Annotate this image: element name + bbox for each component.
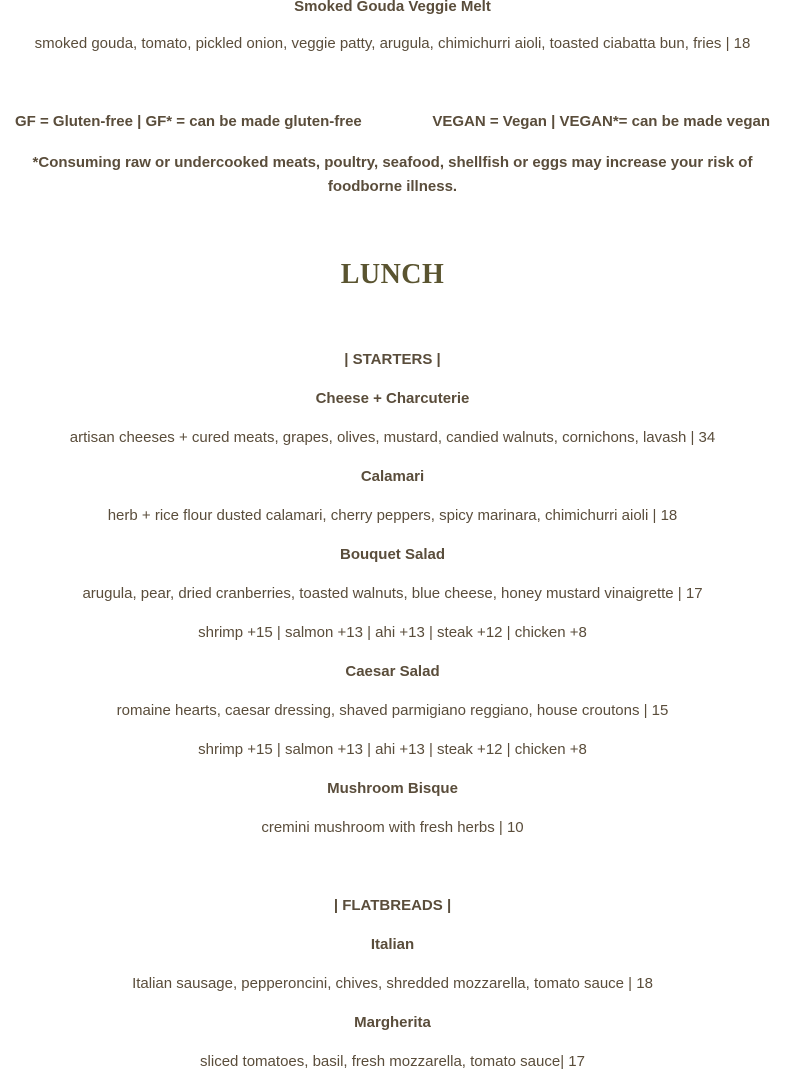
menu-item-name: Calamari xyxy=(360,468,425,485)
menu-item-addons: shrimp +15 | salmon +13 | ahi +13 | steak +12 | chicken +8 xyxy=(198,624,587,641)
menu-item-description: cremini mushroom with fresh herbs | 10 xyxy=(261,819,524,836)
menu-item-name: Mushroom Bisque xyxy=(327,780,458,797)
menu-item-description: romaine hearts, caesar dressing, shaved parmigiano reggiano, house croutons | 15 xyxy=(116,702,669,719)
food-safety-warning: *Consuming raw or undercooked meats, poultry, seafood, shellfish or eggs may increase your risk of foodborne illness. xyxy=(32,154,753,195)
menu-item-name: Margherita xyxy=(354,1014,431,1031)
gluten-free-legend: GF = Gluten-free | GF* = can be made gluten-free xyxy=(15,113,362,130)
vegan-legend: VEGAN = Vegan | VEGAN*= can be made vegan xyxy=(432,113,770,130)
menu-item-description: Italian sausage, pepperoncini, chives, shredded mozzarella, tomato sauce | 18 xyxy=(132,975,653,992)
menu-item-description: arugula, pear, dried cranberries, toasted walnuts, blue cheese, honey mustard vinaigrette | 17 xyxy=(82,585,703,602)
menu-item-name: Italian xyxy=(370,936,415,953)
flatbreads-heading: | FLATBREADS | xyxy=(333,897,452,914)
menu-item-addons: shrimp +15 | salmon +13 | ahi +13 | steak +12 | chicken +8 xyxy=(198,741,587,758)
starters-heading: | STARTERS | xyxy=(344,351,441,368)
lunch-title: LUNCH xyxy=(340,259,445,290)
menu-item-description: sliced tomatoes, basil, fresh mozzarella, tomato sauce| 17 xyxy=(200,1053,585,1070)
top-item-name: Smoked Gouda Veggie Melt xyxy=(294,0,491,15)
menu-item-name: Bouquet Salad xyxy=(339,546,445,563)
menu-item-description: herb + rice flour dusted calamari, cherry peppers, spicy marinara, chimichurri aioli | 18 xyxy=(107,507,678,524)
menu-item-description: artisan cheeses + cured meats, grapes, olives, mustard, candied walnuts, cornichons, lavash | 34 xyxy=(69,429,716,446)
dietary-legend xyxy=(0,112,785,132)
menu-item-name: Caesar Salad xyxy=(345,663,440,680)
top-item-description: smoked gouda, tomato, pickled onion, veggie patty, arugula, chimichurri aioli, toasted ciabatta bun, fries | 18 xyxy=(34,35,751,52)
menu-item-name: Cheese + Charcuterie xyxy=(315,390,470,407)
